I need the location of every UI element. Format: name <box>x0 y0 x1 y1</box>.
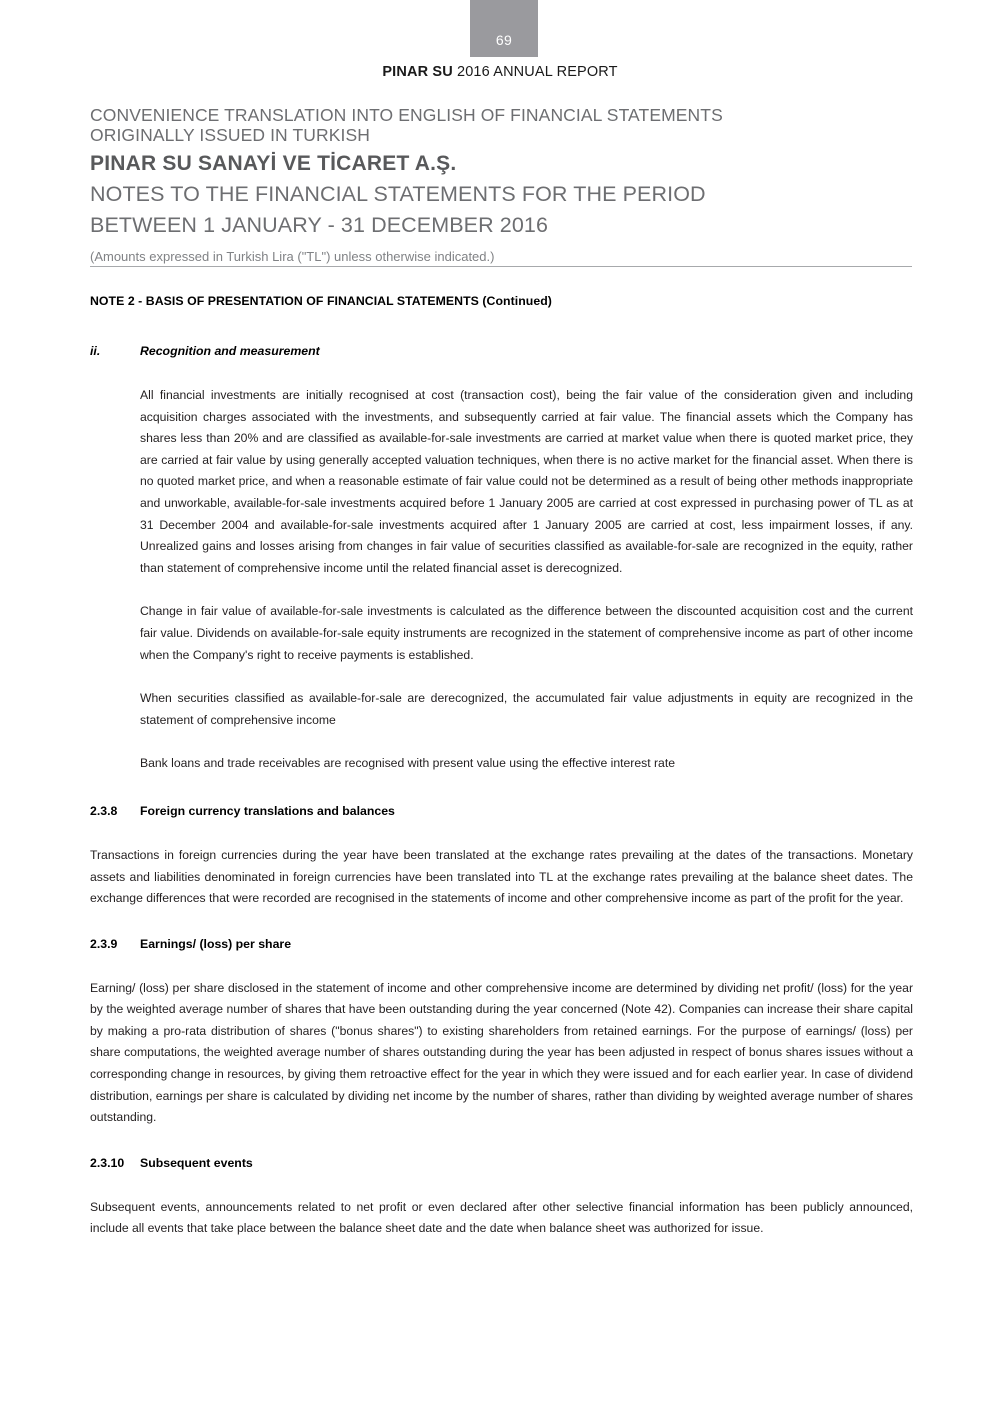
title-convenience-line-2: ORIGINALLY ISSUED IN TURKISH <box>90 125 370 145</box>
title-amounts-note: (Amounts expressed in Turkish Lira ("TL") unless otherwise indicated.) <box>90 249 495 264</box>
running-head-rest: 2016 ANNUAL REPORT <box>452 64 618 80</box>
subsection-2310-title: Subsequent events <box>140 1155 253 1170</box>
subsection-ii-number: ii. <box>90 344 101 358</box>
title-convenience-line-1: CONVENIENCE TRANSLATION INTO ENGLISH OF FINANCIAL STATEMENTS <box>90 105 723 125</box>
subsection-238-heading <box>90 803 913 819</box>
subsection-238-number: 2.3.8 <box>90 803 118 818</box>
paragraph-subsequent-events: Subsequent events, announcements related to net profit or even declared after other selective financial information has been publicly announced, include all events that take place between the balance sheet date and the date when balance sheet was authorized for issue. <box>90 1199 913 1236</box>
paragraph-financial-investments: All financial investments are initially recognised at cost (transaction cost), being the fair value of the consideration given and including acquisition charges associated with the investments, and subsequently carried at fair value. The financial assets which the Company has shares less than 20% and are classified as available-for-sale investments are carried at market value when there is quoted market price, they are carried at fair value by using generally accepted valuation techniques, when there is no active market for the financial asset. When there is no quoted market price, and when a reasonable estimate of fair value could not be determined as a result of being other methods inappropriate and unworkable, available-for-sale investments acquired before 1 January 2005 are carried at cost expressed in purchasing power of TL as at 31 December 2004 and available-for-sale investments acquired after 1 January 2005 are carried at cost, less impairment losses, if any. Unrealized gains and losses arising from changes in fair value of securities classified as available-for-sale are recognized in the equity, rather than statement of comprehensive income until the related financial asset is derecognized. <box>140 388 913 575</box>
title-company-name: PINAR SU SANAYİ VE TİCARET A.Ş. <box>90 152 457 175</box>
paragraph-earnings-per-share: Earning/ (loss) per share disclosed in the statement of income and other comprehensive income are determined by dividing net profit/ (loss) for the year by the weighted average number of shares that have been outstanding during the year concerned (Note 42). Companies can increase their share capital by making a pro-rata distribution of shares ("bonus shares") to existing shareholders from retained earnings. For the purpose of earnings/ (loss) per share computations, the weighted average number of shares outstanding during the year has been adjusted in respect of bonus shares issues without a corresponding change in resources, by giving them retroactive effect for the year in which they were issued and for each earlier year. In case of dividend distribution, earnings per share is calculated by dividing net income by the number of shares, rather than dividing by weighted average number of shares outstanding. <box>90 980 913 1125</box>
subsection-239-number: 2.3.9 <box>90 936 118 951</box>
subsection-2310-heading <box>90 1155 913 1171</box>
page-number: 69 <box>495 32 513 48</box>
subsection-ii-title: Recognition and measurement <box>140 344 320 358</box>
subsection-2310-number: 2.3.10 <box>90 1155 125 1170</box>
note-2-heading: NOTE 2 - BASIS OF PRESENTATION OF FINANCIAL STATEMENTS (Continued) <box>90 294 552 308</box>
subsection-238-title: Foreign currency translations and balances <box>140 803 395 818</box>
page-number-tab <box>470 0 538 57</box>
subsection-239-heading <box>90 936 913 952</box>
document-body <box>90 293 913 1240</box>
subsection-239-title: Earnings/ (loss) per share <box>140 936 292 951</box>
paragraph-derecognized-securities: When securities classified as available-for-sale are derecognized, the accumulated fair value adjustments in equity are recognized in the statement of comprehensive income <box>140 691 913 727</box>
title-divider <box>90 266 912 267</box>
title-notes-line-1: NOTES TO THE FINANCIAL STATEMENTS FOR THE PERIOD <box>90 182 706 206</box>
document-title-block <box>90 105 912 265</box>
subsection-ii-heading <box>90 343 913 359</box>
running-head-brand: PINAR SU <box>382 64 453 80</box>
paragraph-foreign-currency: Transactions in foreign currencies during the year have been translated at the exchange rates prevailing at the dates of the transactions. Monetary assets and liabilities denominated in foreign currencies have been translated into TL at the exchange rates prevailing at the balance sheet dates. The exchange differences that were recorded are recognised in the statements of income and other comprehensive income as part of the profit for the year. <box>90 847 913 906</box>
paragraph-fair-value-change: Change in fair value of available-for-sale investments is calculated as the difference between the discounted acquisition cost and the current fair value. Dividends on available-for-sale equity instruments are recognized in the statement of comprehensive income as part of other income when the Company's right to receive payments is established. <box>140 604 913 662</box>
running-head <box>0 64 1000 80</box>
title-notes-line-2: BETWEEN 1 JANUARY - 31 DECEMBER 2016 <box>90 213 549 237</box>
paragraph-bank-loans: Bank loans and trade receivables are recognised with present value using the effective interest rate <box>140 756 675 771</box>
